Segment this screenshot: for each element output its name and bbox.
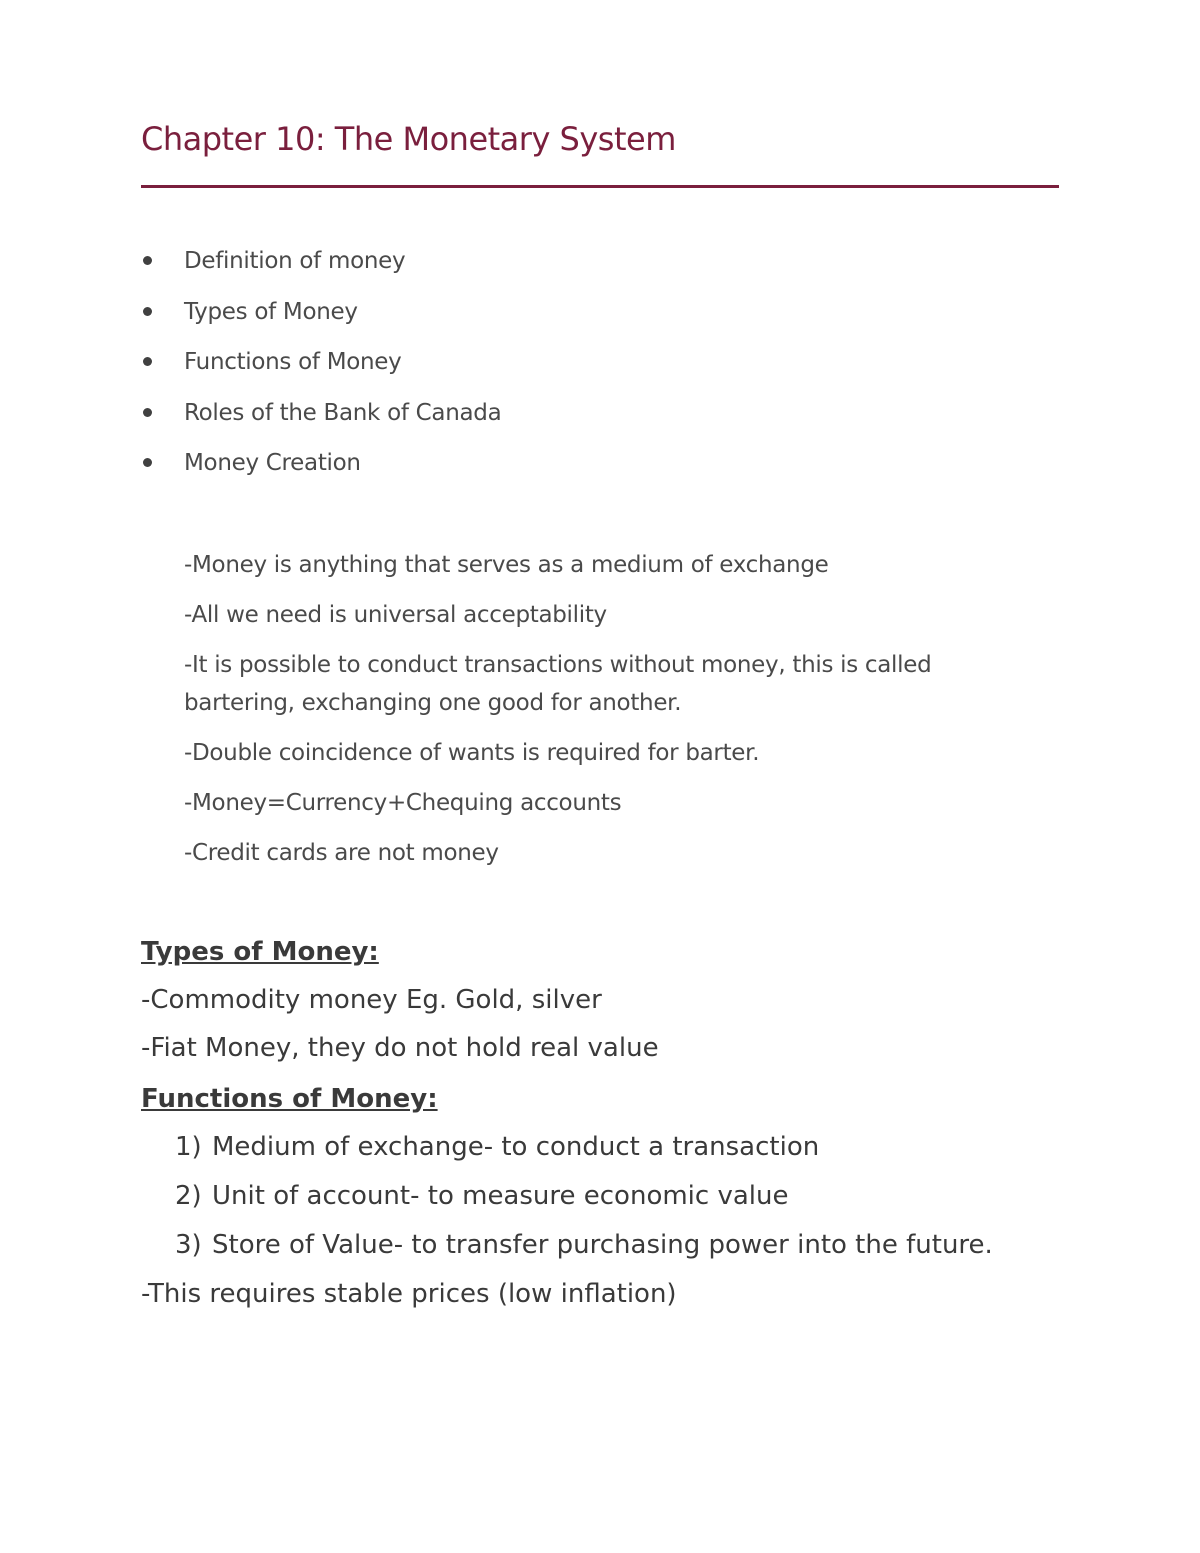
note-line: -All we need is universal acceptability <box>184 602 607 628</box>
title-divider <box>141 185 1059 188</box>
outline-item: Definition of money <box>141 244 501 295</box>
outline-item: Roles of the Bank of Canada <box>141 396 501 447</box>
outline-item: Functions of Money <box>141 345 501 396</box>
function-item <box>141 1178 1041 1214</box>
note-line: -Money=Currency+Chequing accounts <box>184 790 622 816</box>
functions-footer: -This requires stable prices (low inflation) <box>141 1279 677 1309</box>
outline-item: Money Creation <box>141 446 501 497</box>
bullet-icon <box>143 458 152 467</box>
functions-of-money-section <box>141 1081 1041 1312</box>
function-item <box>141 1227 1012 1263</box>
functions-heading: Functions of Money: <box>141 1084 438 1114</box>
note-line: -Money is anything that serves as a medium of exchange <box>184 552 829 578</box>
function-number: 1) <box>175 1132 202 1162</box>
types-line: -Commodity money Eg. Gold, silver <box>141 985 602 1015</box>
bullet-icon <box>143 357 152 366</box>
function-text: Unit of account- to measure economic value <box>212 1181 789 1211</box>
note-line: -It is possible to conduct transactions without money, this is called bartering, exchanging one good for another. <box>184 652 932 716</box>
function-number: 3) <box>175 1230 202 1260</box>
bullet-icon <box>143 408 152 417</box>
chapter-outline-list <box>141 244 501 497</box>
page-title: Chapter 10: The Monetary System <box>141 120 676 158</box>
types-line: -Fiat Money, they do not hold real value <box>141 1033 659 1063</box>
function-number: 2) <box>175 1181 202 1211</box>
types-of-money-section <box>141 934 1041 1066</box>
function-text: Store of Value- to transfer purchasing power into the future. <box>212 1230 993 1260</box>
note-line: -Credit cards are not money <box>184 840 499 866</box>
note-line: -Double coincidence of wants is required for barter. <box>184 740 760 766</box>
bullet-icon <box>143 307 152 316</box>
bullet-icon <box>143 256 152 265</box>
types-heading: Types of Money: <box>141 937 379 967</box>
function-text: Medium of exchange- to conduct a transaction <box>212 1132 820 1162</box>
outline-item: Types of Money <box>141 295 501 346</box>
definition-notes <box>184 546 1004 884</box>
function-item <box>141 1129 1041 1165</box>
